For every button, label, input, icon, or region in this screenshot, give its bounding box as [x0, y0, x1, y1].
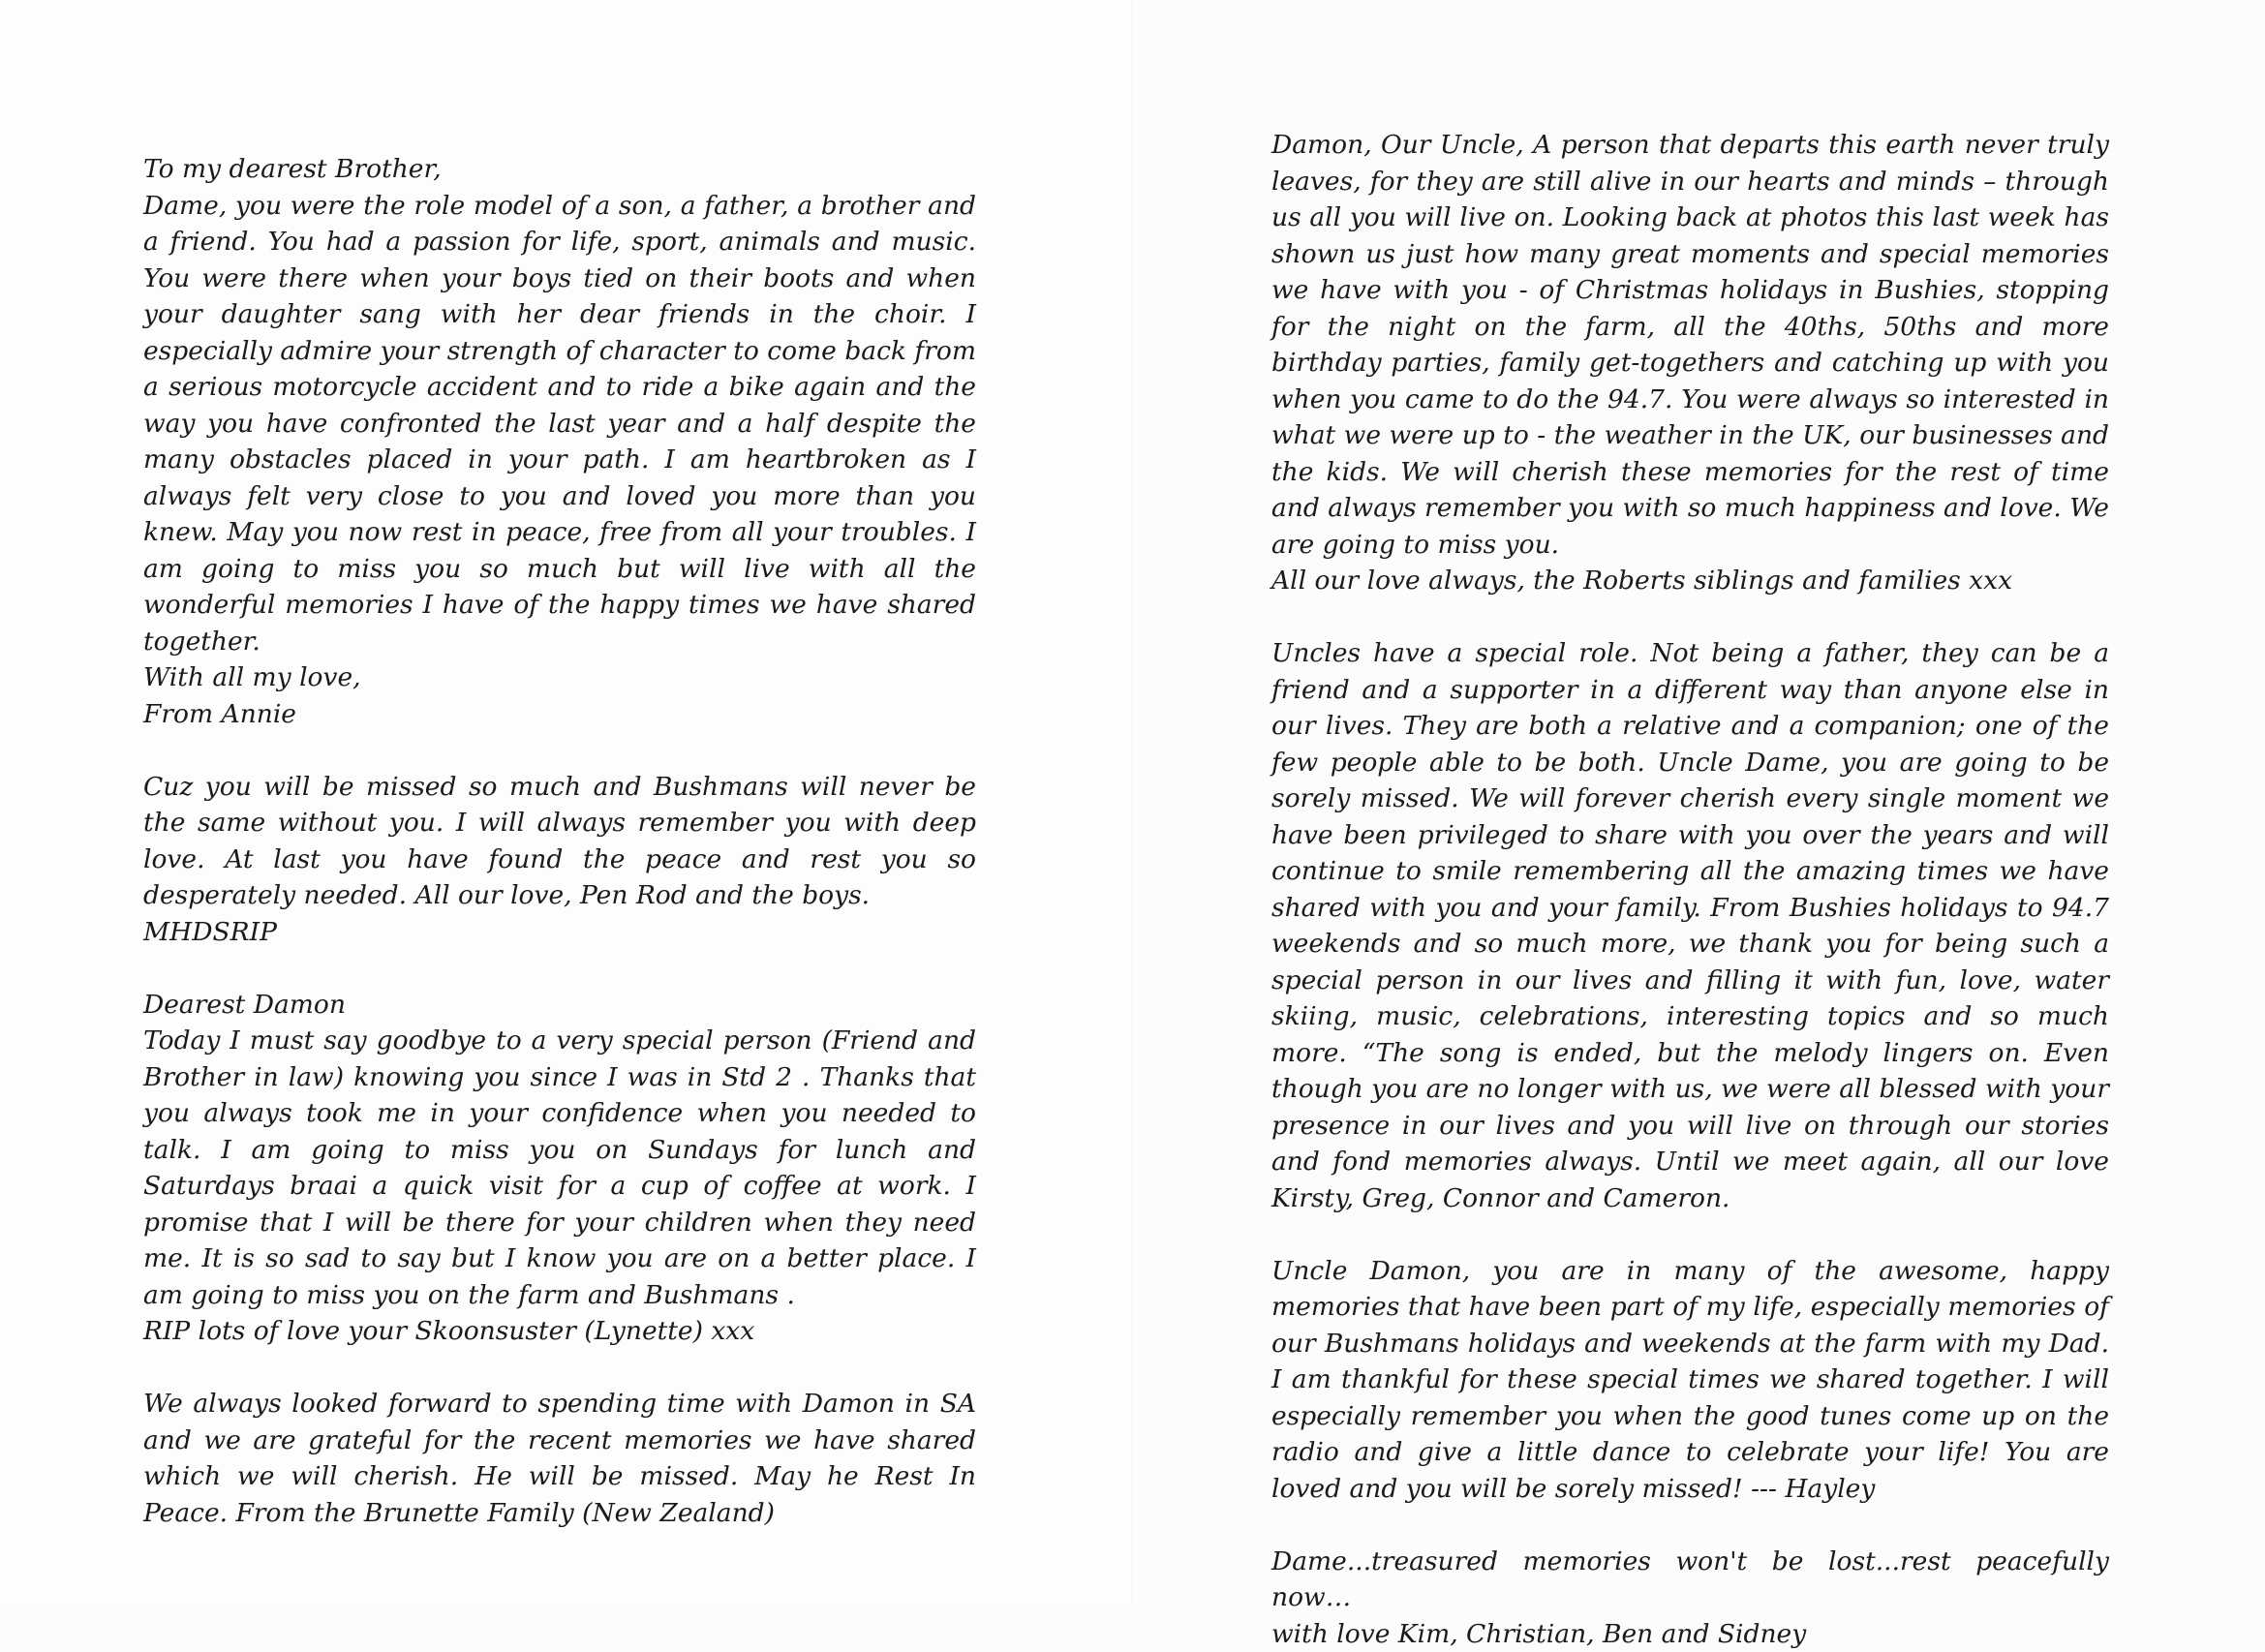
- tribute-pen-rod: Cuz you will be missed so much and Bushmans will never be the same without you. I will always remember you with deep love. At last you have found the peace and rest you so desperately needed. All our love, Pen Rod and the boys. MHDSRIP: [143, 769, 976, 951]
- tribute-roberts-siblings: Damon, Our Uncle, A person that departs this earth never truly leaves, for they are still alive in our hearts and minds – through us all you will live on. Looking back at photos this last week has shown us just how many great moments and special memories we have with you - of Christmas holidays in Bushies, stopping for the night on the farm, all the 40ths, 50ths and more birthday parties, family get-togethers and catching up with you when you came to do the 94.7. You were always so interested in what we were up to - the weather in the UK, our businesses and the kids. We will cherish these memories for the rest of time and always remember you with so much happiness and love. We are going to miss you. All our love always, the Roberts siblings and families xxx: [1271, 127, 2109, 599]
- tribute-lynette: Dearest Damon Today I must say goodbye to a very special person (Friend and Brother in law) knowing you since I was in Std 2 . Thanks that you always took me in your confidence when you needed to talk. I am going to miss you on Sundays for lunch and Saturdays braai a quick visit for a cup of coffee at work. I promise that I will be there for your children when they need me. It is so sad to say but I know you are on a better place. I am going to miss you on the farm and Bushmans . RIP lots of love your Skoonsuster (Lynette) xxx: [143, 987, 976, 1350]
- left-page-text: [143, 151, 976, 1531]
- tribute-kim-christian: Dame...treasured memories won't be lost...rest peacefully now… with love Kim, Christian, Ben and Sidney: [1271, 1544, 2109, 1652]
- tribute-brunette-family: We always looked forward to spending time with Damon in SA and we are grateful for the recent memories we have shared which we will cherish. He will be missed. May he Rest In Peace. From the Brunette Family (New Zealand): [143, 1386, 976, 1531]
- tribute-hayley: Uncle Damon, you are in many of the awesome, happy memories that have been part of my life, especially memories of our Bushmans holidays and weekends at the farm with my Dad. I am thankful for these special times we shared together. I will especially remember you when the good tunes come up on the radio and give a little dance to celebrate your life! You are loved and you will be sorely missed! --- Hayley: [1271, 1253, 2109, 1508]
- tribute-kirsty-greg: Uncles have a special role. Not being a father, they can be a friend and a supporter in a different way than anyone else in our lives. They are both a relative and a companion; one of the few people able to be both. Uncle Dame, you are going to be sorely missed. We will forever cherish every single moment we have been privileged to share with you over the years and will continue to smile remembering all the amazing times we have shared with you and your family. From Bushies holidays to 94.7 weekends and so much more, we thank you for being such a special person in our lives and filling it with fun, love, water skiing, music, celebrations, interesting topics and so much more. “The song is ended, but the melody lingers on. Even though you are no longer with us, we were all blessed with your presence in our lives and you will live on through our stories and fond memories always. Until we meet again, all our love Kirsty, Greg, Connor and Cameron.: [1271, 635, 2109, 1216]
- right-page: [1132, 0, 2265, 1604]
- right-page-text: [1271, 127, 2109, 1652]
- left-page: [0, 0, 1132, 1604]
- tribute-annie: To my dearest Brother, Dame, you were the role model of a son, a father, a brother and a friend. You had a passion for life, sport, animals and music. You were there when your boys tied on their boots and when your daughter sang with her dear friends in the choir. I especially admire your strength of character to come back from a serious motorcycle accident and to ride a bike again and the way you have confronted the last year and a half despite the many obstacles placed in your path. I am heartbroken as I always felt very close to you and loved you more than you knew. May you now rest in peace, free from all your troubles. I am going to miss you so much but will live with all the wonderful memories I have of the happy times we have shared together. With all my love, From Annie: [143, 151, 976, 732]
